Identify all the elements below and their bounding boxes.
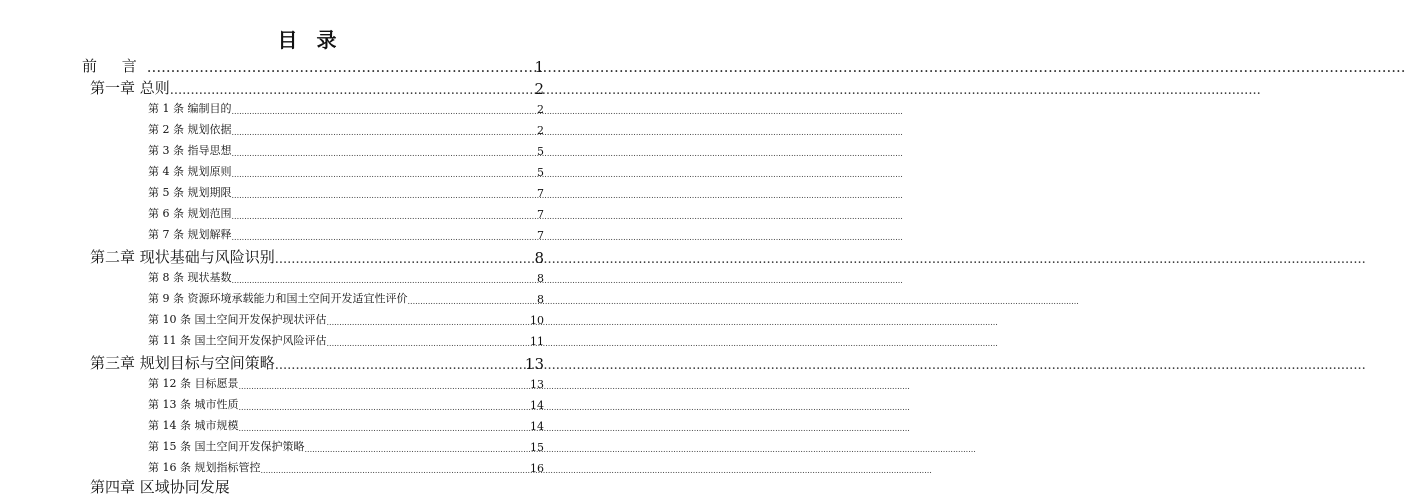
toc-entry-label: 第四章 区域协同发展: [90, 478, 230, 496]
dot-leader: [327, 318, 531, 327]
dot-leader: [327, 339, 531, 348]
toc-entry-page: 5: [537, 166, 544, 179]
dot-leader: [408, 297, 538, 306]
toc-entry-label: 第 13 条 城市性质: [148, 398, 239, 411]
toc-entry-label: 第 7 条 规划解释: [148, 228, 232, 241]
toc-entry-page: 16: [530, 462, 544, 475]
toc-entry-article[interactable]: [148, 142, 544, 158]
toc-entry-chapter[interactable]: [90, 352, 544, 373]
dot-leader: [232, 149, 538, 158]
toc-entry-article[interactable]: [148, 226, 544, 242]
dot-leader: [232, 233, 538, 242]
toc-entry-article[interactable]: [148, 184, 544, 200]
dot-leader: [239, 403, 531, 412]
toc-entry-chapter[interactable]: [90, 77, 544, 98]
toc-entry-article[interactable]: [148, 205, 544, 221]
dot-leader: [275, 358, 525, 373]
toc-entry-label: 第 12 条 目标愿景: [148, 377, 239, 390]
toc-entry-label: 第 5 条 规划期限: [148, 186, 232, 199]
toc-entry-label: 第 1 条 编制目的: [148, 102, 232, 115]
toc-entry-page: 14: [530, 399, 544, 412]
dot-leader: [232, 212, 538, 221]
toc-entry-page: 14: [530, 420, 544, 433]
toc-entry-page: 10: [530, 314, 544, 327]
toc-entry-page: 2: [534, 80, 544, 98]
toc-entry-page: 2: [537, 103, 544, 116]
toc-entry-label: 第 10 条 国土空间开发保护现状评估: [148, 313, 327, 326]
toc-entry-article[interactable]: [148, 163, 544, 179]
toc-entry-label: 第 6 条 规划范围: [148, 207, 232, 220]
toc-entry-chapter-partial[interactable]: [90, 476, 250, 496]
dot-leader: [147, 58, 535, 76]
toc-entry-label: 第 8 条 现状基数: [148, 271, 232, 284]
toc-entry-page: 11: [530, 335, 544, 348]
toc-entry-article[interactable]: [148, 311, 544, 327]
toc-title: 目 录: [277, 28, 343, 52]
dot-leader: [232, 276, 538, 285]
toc-entry-page: 15: [530, 441, 544, 454]
toc-entry-page: 8: [534, 249, 544, 267]
toc-entry-page: 13: [530, 378, 544, 391]
toc-entry-label: 第 9 条 资源环境承载能力和国土空间开发适宜性评价: [148, 292, 408, 305]
toc-entry-chapter[interactable]: [90, 246, 544, 267]
toc-entry-label: 第 15 条 国土空间开发保护策略: [148, 440, 305, 453]
dot-leader: [232, 107, 538, 116]
toc-entry-article[interactable]: [148, 332, 544, 348]
toc-entry-article[interactable]: [148, 290, 544, 306]
dot-leader: [232, 170, 538, 179]
toc-entry-page: 2: [537, 124, 544, 137]
toc-entry-article[interactable]: [148, 100, 544, 116]
toc-entry-label: 前 言: [82, 57, 147, 75]
toc-entry-page: 7: [537, 208, 544, 221]
toc-entry-label: 第一章 总则: [90, 79, 170, 97]
toc-entry-article[interactable]: [148, 269, 544, 285]
toc-entry-article[interactable]: [148, 459, 544, 475]
dot-leader: [232, 191, 538, 200]
toc-entry-label: 第二章 现状基础与风险识别: [90, 248, 275, 266]
toc-entry-label: 第 16 条 规划指标管控: [148, 461, 261, 474]
dot-leader: [239, 424, 531, 433]
toc-entry-page: 7: [537, 187, 544, 200]
toc-entry-page: 7: [537, 229, 544, 242]
toc-entry-label: 第 14 条 城市规模: [148, 419, 239, 432]
toc-entry-page: 8: [537, 293, 544, 306]
toc-entry-page: 5: [537, 145, 544, 158]
toc-entry-label: 第 4 条 规划原则: [148, 165, 232, 178]
dot-leader: [305, 445, 531, 454]
dot-leader: [275, 252, 535, 267]
toc-entry-article[interactable]: [148, 438, 544, 454]
dot-leader: [239, 382, 531, 391]
toc-entry-preface[interactable]: [82, 55, 544, 76]
toc-entry-article[interactable]: [148, 375, 544, 391]
toc-entry-page: 8: [537, 272, 544, 285]
toc-entry-label: 第 3 条 指导思想: [148, 144, 232, 157]
toc-entry-article[interactable]: [148, 417, 544, 433]
toc-entry-label: 第 2 条 规划依据: [148, 123, 232, 136]
dot-leader: [170, 83, 535, 98]
toc-entry-article[interactable]: [148, 121, 544, 137]
toc-entry-label: 第 11 条 国土空间开发保护风险评估: [148, 334, 327, 347]
toc-entry-page: 1: [534, 58, 544, 76]
dot-leader: [261, 466, 531, 475]
toc-entry-label: 第三章 规划目标与空间策略: [90, 354, 275, 372]
toc-page: [0, 0, 620, 496]
toc-entry-article[interactable]: [148, 396, 544, 412]
dot-leader: [232, 128, 538, 137]
toc-entry-page: 13: [524, 355, 544, 373]
